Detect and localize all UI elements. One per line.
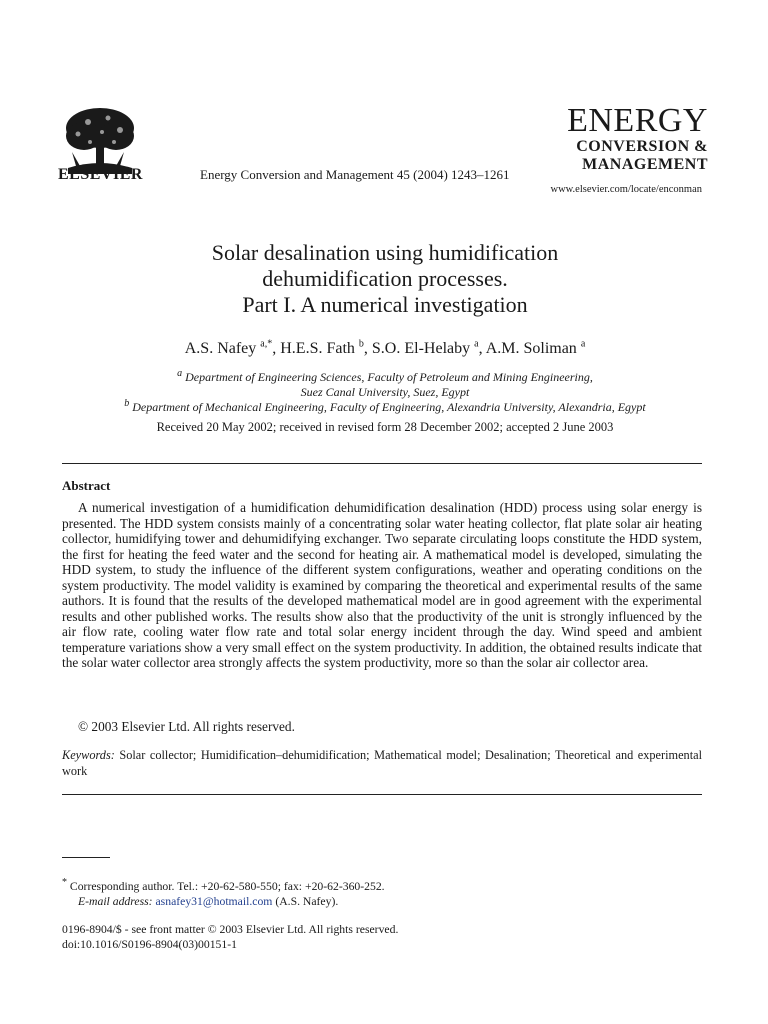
author-name: S.O. El-Helaby	[371, 340, 471, 357]
masthead-line-2: CONVERSION &	[576, 138, 708, 155]
masthead-line-3: MANAGEMENT	[582, 156, 708, 173]
footnote	[62, 879, 702, 909]
abstract-body: A numerical investigation of a humidification dehumidification desalination (HDD) process using solar energy is presented. The HDD system consists mainly of a concentrating solar water heating collector, flat plate solar air heating collector, humidifying tower and dehumidifying exchanger. Two separate circulating loops constitute the HDD system, the first for heating the feed water and the second for heating air. A mathematical model is developed, simulating the HDD system, to study the influence of the different system configurations, weather and operating conditions on the system productivity. The model validity is examined by comparing the theoretical and experimental results of the same authors. It is found that the results of the developed mathematical model are in good agreement with the experimental results and other published works. The results show also that the productivity of the unit is strongly influenced by the air flow rate, cooling water flow rate and total solar energy incident through the day. Wind speed and ambient temperature variations show a very small effect on the system productivity. In addition, the obtained results indicate that the solar water collector area strongly affects the system productivity, more so than the solar air collector area.	[62, 500, 702, 670]
keywords-list: Solar collector; Humidification–dehumidification; Mathematical model; Desalination; Theoretical and experimental work	[62, 748, 702, 778]
copyright-notice: © 2003 Elsevier Ltd. All rights reserved.	[78, 719, 295, 734]
publisher-name: ELSEVIER	[58, 166, 143, 183]
received-dates: Received 20 May 2002; received in revised form 28 December 2002; accepted 2 June 2003	[156, 420, 614, 434]
email-link[interactable]: asnafey31@hotmail.com	[155, 895, 273, 908]
corresponding-author: Corresponding author. Tel.: +20-62-580-550; fax: +20-62-360-252.	[69, 880, 385, 893]
journal-masthead	[528, 104, 708, 174]
affiliation-line: Department of Mechanical Engineering, Faculty of Engineering, Alexandria University, Alexandria, Egypt	[132, 400, 646, 414]
author-name: H.E.S. Fath	[280, 340, 355, 357]
author-superscript: a	[580, 338, 586, 350]
affiliation-line: Suez Canal University, Suez, Egypt	[300, 385, 470, 399]
affiliation-mark: b	[124, 398, 130, 409]
title-line-2: dehumidification processes.	[262, 266, 508, 291]
author-name: A.S. Nafey	[184, 340, 257, 357]
author-superscript: a	[474, 338, 479, 350]
affiliation-b	[60, 400, 710, 415]
footnote-separator	[62, 857, 110, 858]
affiliation-a	[60, 370, 710, 400]
affiliation-line: Department of Engineering Sciences, Faculty of Petroleum and Mining Engineering,	[185, 370, 593, 384]
title-line-1: Solar desalination using humidification	[211, 240, 559, 265]
author-superscript: b	[358, 338, 364, 350]
email-suffix: (A.S. Nafey).	[275, 895, 339, 908]
article-title	[60, 240, 710, 318]
affiliation-mark: a	[177, 368, 183, 379]
author-list: A.S. Nafey $^{a,*}$, H.E.S. Fath $^b$, S.O. El-Helaby $^a$, A.M. Soliman $^a$	[184, 338, 586, 357]
keywords	[62, 748, 702, 779]
keywords-label: Keywords:	[62, 748, 115, 762]
title-line-3: Part I. A numerical investigation	[242, 292, 528, 317]
front-matter	[62, 922, 398, 952]
journal-citation: Energy Conversion and Management 45 (2004) 1243–1261	[200, 167, 510, 182]
masthead-line-1: ENERGY	[567, 102, 708, 139]
abstract-heading: Abstract	[62, 478, 111, 493]
horizontal-rule	[62, 463, 702, 464]
doi-line: doi:10.1016/S0196-8904(03)00151-1	[62, 938, 237, 951]
horizontal-rule	[62, 794, 702, 795]
author-name: A.M. Soliman	[485, 340, 577, 357]
issn-line: 0196-8904/$ - see front matter © 2003 Elsevier Ltd. All rights reserved.	[62, 923, 399, 936]
email-label: E-mail address:	[78, 895, 153, 908]
author-superscript: a,*	[260, 338, 273, 350]
footnote-mark: *	[62, 877, 67, 889]
journal-url-link[interactable]: www.elsevier.com/locate/enconman	[550, 184, 702, 195]
